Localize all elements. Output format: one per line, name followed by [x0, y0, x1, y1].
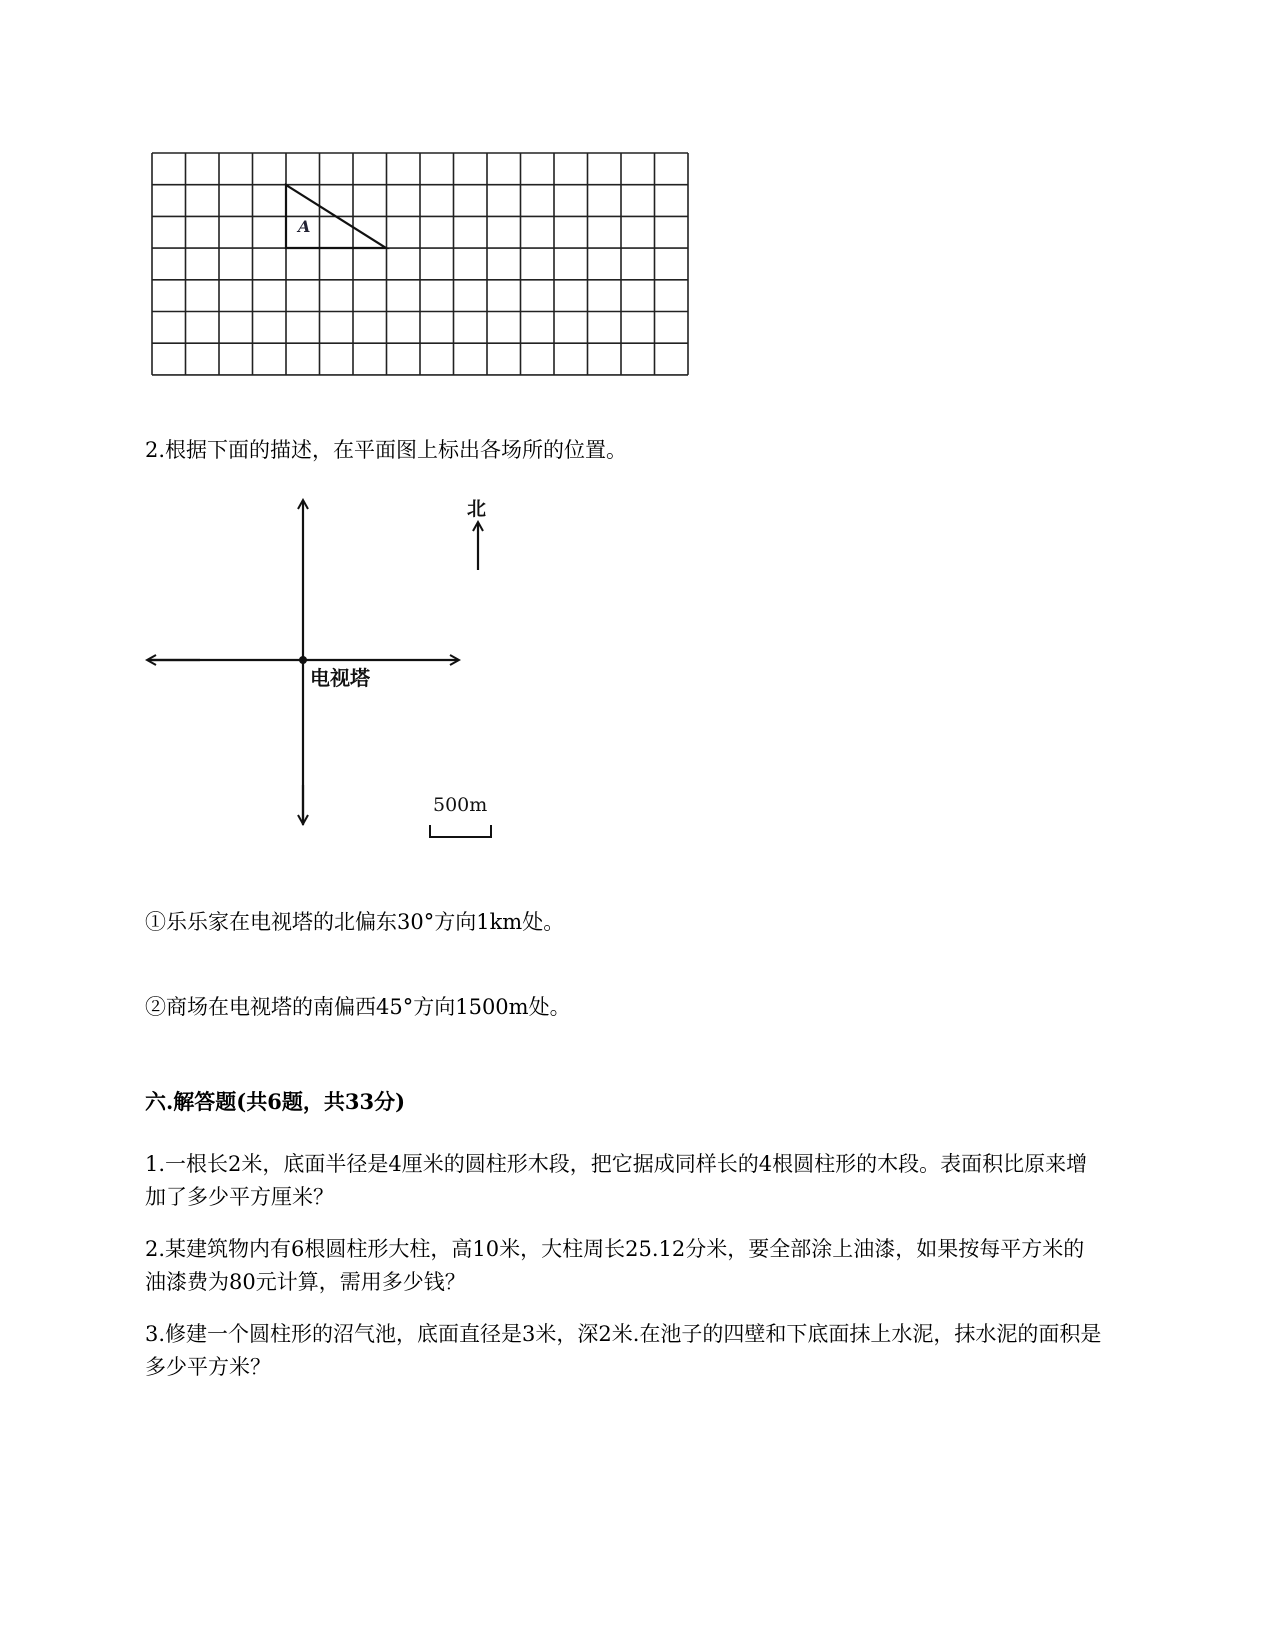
question-3: 3.修建一个圆柱形的沼气池，底面直径是3米，深2米.在池子的四壁和下底面抹上水泥，抹水泥的面积是多少平方米？ — [145, 1322, 1102, 1379]
section-heading: 六.解答题(共6题，共33分) — [145, 1089, 406, 1114]
tv-tower-point — [299, 656, 307, 664]
direction-map — [140, 485, 510, 850]
q2-item-1: ①乐乐家在电视塔的北偏东30°方向1km处。 — [145, 910, 565, 934]
q2-item-2: ②商场在电视塔的南偏西45°方向1500m处。 — [145, 995, 571, 1019]
scale-bar — [430, 825, 491, 837]
question-1: 1.一根长2米，底面半径是4厘米的圆柱形木段，把它据成同样长的4根圆柱形的木段。表面积比原来增加了多少平方厘米？ — [145, 1152, 1088, 1209]
question-2: 2.某建筑物内有6根圆柱形大柱，高10米，大柱周长25.12分米，要全部涂上油漆，如果按每平方米的油漆费为80元计算，需用多少钱？ — [145, 1237, 1085, 1294]
north-label: 北 — [467, 498, 487, 520]
q2-prompt: 2.根据下面的描述，在平面图上标出各场所的位置。 — [145, 438, 628, 462]
triangle-a-label: A — [298, 217, 311, 236]
scale-label: 500m — [433, 794, 488, 816]
grid-figure — [140, 145, 710, 390]
grid-lines — [152, 153, 688, 375]
tv-tower-label: 电视塔 — [310, 666, 370, 690]
